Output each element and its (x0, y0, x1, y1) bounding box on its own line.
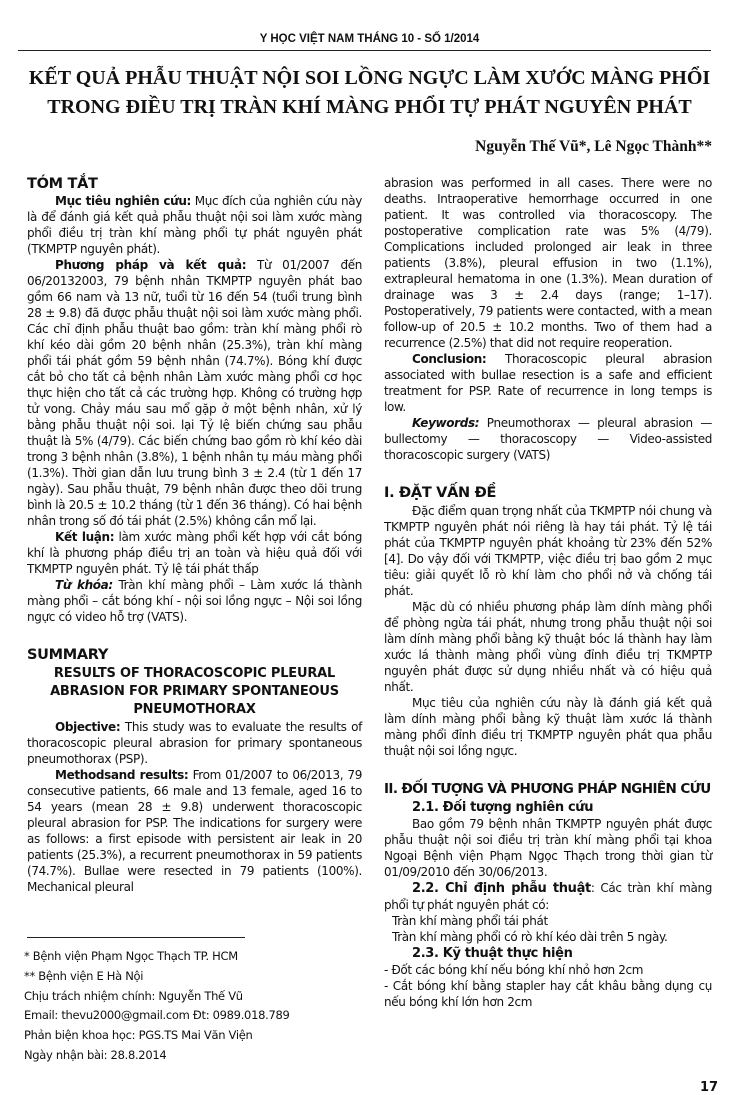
subsection-2-2 (384, 880, 712, 913)
label: Keywords: (412, 416, 480, 430)
abstract-conclusion (27, 529, 362, 577)
subsection-2-1-heading (384, 799, 712, 816)
label: Phương pháp và kết quả: (55, 258, 247, 272)
summary-keywords (384, 415, 712, 463)
paragraph: Mặc dù có nhiều phương pháp làm dính màng phổi để phòng ngừa tái phát, nhưng trong phẫu thuật nội soi làm dính màng phổi bằng kỹ thuật bóc lá thành hay làm xước lá thành màng phổi vùng đỉnh điều trị TKMPTP nguyên phát được sử dụng nhiều nhất và có hiệu quả nhất. (384, 600, 712, 694)
label: Mục tiêu nghiên cứu: (55, 194, 191, 208)
footnote: ** Bệnh viện E Hà Nội (24, 968, 144, 983)
left-column (27, 174, 362, 895)
paragraph: Đặc điểm quan trọng nhất của TKMPTP nói chung và TKMPTP nguyên phát nói riêng là hay tái phát. Tỷ lệ tái phát của TKMPTP nguyên phát khoảng từ 23% đến 52% [4]. Do vậy đối với TKMPTP, việc điều trị bao gồm 2 mục tiêu: giải quyết lỗ rò khí làm cho phổi nở và chống tái phát. (384, 504, 712, 598)
abstract-keywords (27, 577, 362, 625)
right-column (384, 175, 712, 1010)
label: Methodsand results: (55, 768, 189, 782)
footnote: * Bệnh viện Phạm Ngọc Thạch TP. HCM (24, 949, 238, 963)
text: Mục đích của nghiên cứu này là để đánh giá kết quả phẫu thuật nội soi làm xước màng phổi điều trị tràn khí màng phổi tự phát nguyên phát (TKMPTP nguyên phát). (27, 194, 362, 256)
text: This study was to evaluate the results of thoracoscopic pleural abrasion for primary spontaneous pneumothorax (PSP). (27, 720, 362, 766)
abstract-heading: TÓM TẮT (27, 176, 98, 192)
article-title (0, 64, 739, 122)
list-item: - Đốt các bóng khí nếu bóng khí nhỏ hơn 2cm (384, 963, 644, 977)
summary-title: RESULTS OF THORACOSCOPIC PLEURAL ABRASION FOR PRIMARY SPONTANEOUS PNEUMOTHORAX (50, 666, 339, 717)
footnote: Phản biện khoa học: PGS.TS Mai Văn Viện (24, 1028, 253, 1043)
title-line: KẾT QUẢ PHẪU THUẬT NỘI SOI LỒNG NGỰC LÀM XƯỚC MÀNG PHỔI (28, 67, 711, 89)
section2-heading: II. ĐỐI TƯỢNG VÀ PHƯƠNG PHÁP NGHIÊN CỨU (384, 781, 711, 797)
page-number: 17 (700, 1080, 719, 1095)
text: Tràn khí màng phổi – Làm xước lá thành màng phổi – cắt bóng khí - nội soi lồng ngực – Nội soi lồng ngực có video hỗ trợ (VATS). (27, 578, 362, 624)
summary-methods (27, 767, 362, 895)
text: Thoracoscopic pleural abrasion associated with bullae resection is a safe and efficient treatment for PSP. Rate of recurrence in long temps is low. (384, 352, 712, 414)
text: Từ 01/2007 đến 06/20132003, 79 bệnh nhân TKMPTP nguyên phát bao gồm 66 nam và 13 nữ, tuổi từ 16 đến 54 (tuổi trung bình 28 ± 9.8) đã được phẫu thuật nội soi làm xước màng phổi. Các chỉ định phẫu thuật bao gồm: tràn khí màng phổi rò khí kéo dài gồm 20 bệnh nhân (25.3%), tràn khí màng phổi tái phát gồm 59 bệnh nhân (74.7%). Bóng khí được cắt bỏ cho tất cả bệnh nhân Làm xước màng phổi cơ học thực hiện cho tất cả các trường hợp. Không có trường hợp tử vong. Chảy máu sau mổ gặp ở một bệnh nhân, xử lý bằng phẫu thuật nội soi. lại Tỷ lệ biến chứng sau phẫu thuật là 5% (4/79). Các biến chứng bao gồm rò khí kéo dài trong 3 bệnh nhân (3.8%), 1 bệnh nhân tụ máu màng phổi (1.3%). Thời gian dẫn lưu trung bình 3 ± 2.4 (từ 1 đến 17 ngày). Sau phẫu thuật, 79 bệnh nhân được theo dõi trung bình là 20.5 ± 10.2 tháng (từ 1 đến 36 tháng). Có hai bệnh nhân trong số đó tái phát (2.5%) không cần mổ lại. (27, 258, 362, 528)
list-item: Tràn khí màng phổi có rò khí kéo dài trên 5 ngày. (392, 930, 668, 944)
abstract-methods (27, 257, 362, 529)
footnote: Email: thevu2000@gmail.com Đt: 0989.018.789 (24, 1008, 290, 1023)
list-item: Tràn khí màng phổi tái phát (392, 914, 548, 928)
text: làm xước màng phổi kết hợp với cắt bóng khí là phương pháp điều trị an toàn và hiệu quả đối với TKMPTP nguyên phát. Tỷ lệ tái phát thấp (27, 530, 362, 576)
label: Kết luận: (55, 530, 115, 544)
paragraph: Bao gồm 79 bệnh nhân TKMPTP nguyên phát được phẫu thuật nội soi điều trị tràn khí màng phổi tại khoa Ngoại Bệnh viện Phạm Ngọc Thạch trong thời gian từ 01/09/2010 đến 30/06/2013. (384, 817, 712, 879)
summary-heading: SUMMARY (27, 647, 109, 663)
summary-methods-cont: abrasion was performed in all cases. There were no deaths. Intraoperative hemorrhage occurred in one patient. It was controlled via thoracoscopy. The postoperative complication rate was 5% (4/79). Complications included prolonged air leak in three patients (3.8%), pleural effusion in two (1.1%), extrapleural hematoma in one (1.3%). Mean duration of drainage was 3 ± 2.4 days (range; 1–17). Postoperatively, 79 patients were contacted, with a mean follow-up of 20.5 ± 10.2 months. Two of them had a recurrence (2.5%) that did not require reoperation. (384, 176, 712, 350)
summary-conclusion (384, 351, 712, 415)
abstract-objective (27, 193, 362, 257)
label: 2.3. Kỹ thuật thực hiện (412, 946, 573, 961)
label: Conclusion: (412, 352, 487, 366)
footnote-rule (27, 937, 245, 938)
subsection-2-3-heading (384, 945, 712, 962)
text: Pneumothorax — pleural abrasion — bullectomy — thoracoscopy — Video-assisted thoracoscopic surgery (VATS) (384, 416, 712, 462)
title-line: TRONG ĐIỀU TRỊ TRÀN KHÍ MÀNG PHỔI TỰ PHÁT NGUYÊN PHÁT (47, 96, 692, 118)
footnotes (24, 947, 290, 1066)
footnote: Ngày nhận bài: 28.8.2014 (24, 1047, 167, 1062)
text: From 01/2007 to 06/2013, 79 consecutive patients, 66 male and 13 female, aged 16 to 54 years (mean 28 ± 9.8) underwent thoracoscopic pleural abrasion for PSP. The indications for surgery were as follows: a first episode with persistent air leak in 20 patients (25.3%), a recurrent pneumothorax in 59 patients (74.7%). Bullae were resected in 79 patients (100%). Mechanical pleural (27, 768, 362, 894)
section1-heading: I. ĐẶT VẤN ĐỀ (384, 485, 497, 501)
text: : Các tràn khí màng phổi tự phát nguyên phát có: (384, 881, 713, 912)
label: 2.1. Đối tượng nghiên cứu (412, 800, 594, 815)
authors: Nguyễn Thế Vũ*, Lê Ngọc Thành** (475, 138, 712, 155)
summary-objective (27, 719, 362, 767)
label: Từ khóa: (55, 578, 113, 592)
paragraph: Mục tiêu của nghiên cứu này là đánh giá kết quả làm dính màng phổi bằng kỹ thuật làm xước lá thành màng phổi đỉnh điều trị TKMPTP nguyên phát qua phẫu thuật nội soi lồng ngực. (384, 696, 712, 758)
running-head: Y HỌC VIỆT NAM THÁNG 10 - SỐ 1/2014 (259, 33, 480, 45)
footnote: Chịu trách nhiệm chính: Nguyễn Thế Vũ (24, 988, 243, 1003)
label: 2.2. Chỉ định phẫu thuật (412, 881, 591, 896)
list-item: - Cắt bóng khí bằng stapler hay cắt khâu bằng dụng cụ nếu bóng khí lớn hơn 2cm (384, 979, 712, 1009)
header-rule (18, 50, 711, 51)
label: Objective: (55, 720, 121, 734)
